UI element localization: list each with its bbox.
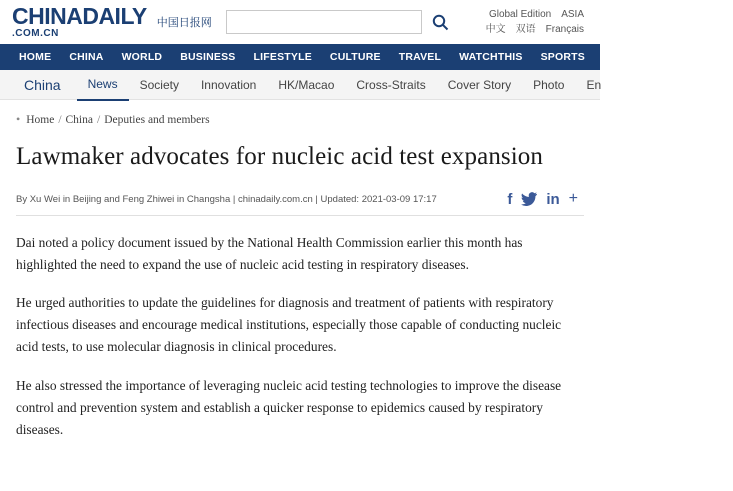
subnav-item-innovation[interactable]: Innovation <box>200 77 257 92</box>
article-container <box>0 100 600 441</box>
subnav-section-china[interactable]: China <box>24 76 61 93</box>
breadcrumb-bullet-icon: • <box>16 112 21 126</box>
share-buttons <box>507 191 584 207</box>
nav-item-sports[interactable]: SPORTS <box>540 51 585 63</box>
article-paragraph: Dai noted a policy document issued by the National Health Commission earlier this month has highlighted the need to expand the use of nucleic acid testing in respiratory diseases. <box>16 235 523 273</box>
facebook-share-icon[interactable]: f <box>507 190 513 208</box>
nav-item-culture[interactable]: CULTURE <box>329 51 381 63</box>
corner-links <box>486 7 588 37</box>
subnav-item-news[interactable]: News <box>77 69 129 101</box>
subnav-item-en[interactable]: En <box>586 77 602 92</box>
nav-item-home[interactable]: HOME <box>19 51 52 63</box>
subnav-item-cover-story[interactable]: Cover Story <box>447 77 512 92</box>
site-logo[interactable] <box>12 5 147 39</box>
article-byline: By Xu Wei in Beijing and Feng Zhiwei in Changsha | chinadaily.com.cn | Updated: 2021-03-09 17:17 <box>16 193 437 205</box>
nav-item-opinion[interactable]: OPINION <box>602 51 649 63</box>
breadcrumb <box>16 100 584 133</box>
primary-navigation <box>0 44 724 70</box>
nav-item-travel[interactable]: TRAVEL <box>398 51 442 63</box>
subnav-item-society[interactable]: Society <box>139 77 179 92</box>
twitter-share-icon[interactable] <box>521 192 537 206</box>
masthead <box>0 0 600 44</box>
corner-link-francais[interactable]: Français <box>545 24 584 35</box>
breadcrumb-item-deputies-and-members[interactable]: Deputies and members <box>104 114 210 126</box>
corner-link-chinese[interactable]: 中文 <box>485 24 506 35</box>
secondary-navigation <box>0 70 600 100</box>
article-paragraph: He urged authorities to update the guidelines for diagnosis and treatment of patients with respiratory infectious diseases and encourage medical institutions, especially those capable of conducting nucleic acid tests, to use molecular diagnosis in clinical procedures. <box>16 295 562 355</box>
subnav-item-hk-macao[interactable]: HK/Macao <box>278 77 335 92</box>
search-input[interactable] <box>226 10 422 34</box>
more-share-icon[interactable]: + <box>568 190 578 207</box>
search-button[interactable] <box>428 10 454 34</box>
nav-item-business[interactable]: BUSINESS <box>180 51 236 63</box>
nav-item-china[interactable]: CHINA <box>69 51 104 63</box>
logo-main-text: CHINADAILY <box>12 3 147 29</box>
article-paragraph: He also stressed the importance of leveraging nucleic acid testing technologies to improve the disease control and prevention system and establish a quicker response to epidemics caused by respiratory diseases. <box>16 377 562 437</box>
nav-item-regional[interactable]: REGIONAL <box>666 51 724 63</box>
subnav-item-cross-straits[interactable]: Cross-Straits <box>356 77 426 92</box>
corner-row-languages <box>486 22 584 37</box>
corner-row-editions <box>486 7 584 22</box>
search-area <box>226 10 454 34</box>
page-title: Lawmaker advocates for nucleic acid test expansion <box>16 143 543 170</box>
breadcrumb-item-home[interactable]: Home <box>26 114 55 126</box>
breadcrumb-separator-2: / <box>97 114 101 126</box>
nav-item-watchthis[interactable]: WATCHTHIS <box>459 51 523 63</box>
breadcrumb-separator-1: / <box>58 114 62 126</box>
breadcrumb-item-china[interactable]: China <box>65 114 93 126</box>
corner-link-global-edition[interactable]: Global Edition <box>488 9 552 20</box>
nav-item-lifestyle[interactable]: LIFESTYLE <box>253 51 312 63</box>
corner-link-bilingual[interactable]: 双语 <box>515 24 536 35</box>
logo-chinese-text: 中国日报网 <box>156 16 212 29</box>
subnav-item-photo[interactable]: Photo <box>533 77 565 92</box>
byline-row <box>16 191 584 216</box>
linkedin-share-icon[interactable]: in <box>546 190 560 208</box>
corner-link-asia[interactable]: ASIA <box>561 9 584 20</box>
article-body <box>16 232 584 441</box>
nav-item-world[interactable]: WORLD <box>121 51 163 63</box>
logo-sub-text: .COM.CN <box>12 28 59 39</box>
search-icon <box>432 14 449 31</box>
